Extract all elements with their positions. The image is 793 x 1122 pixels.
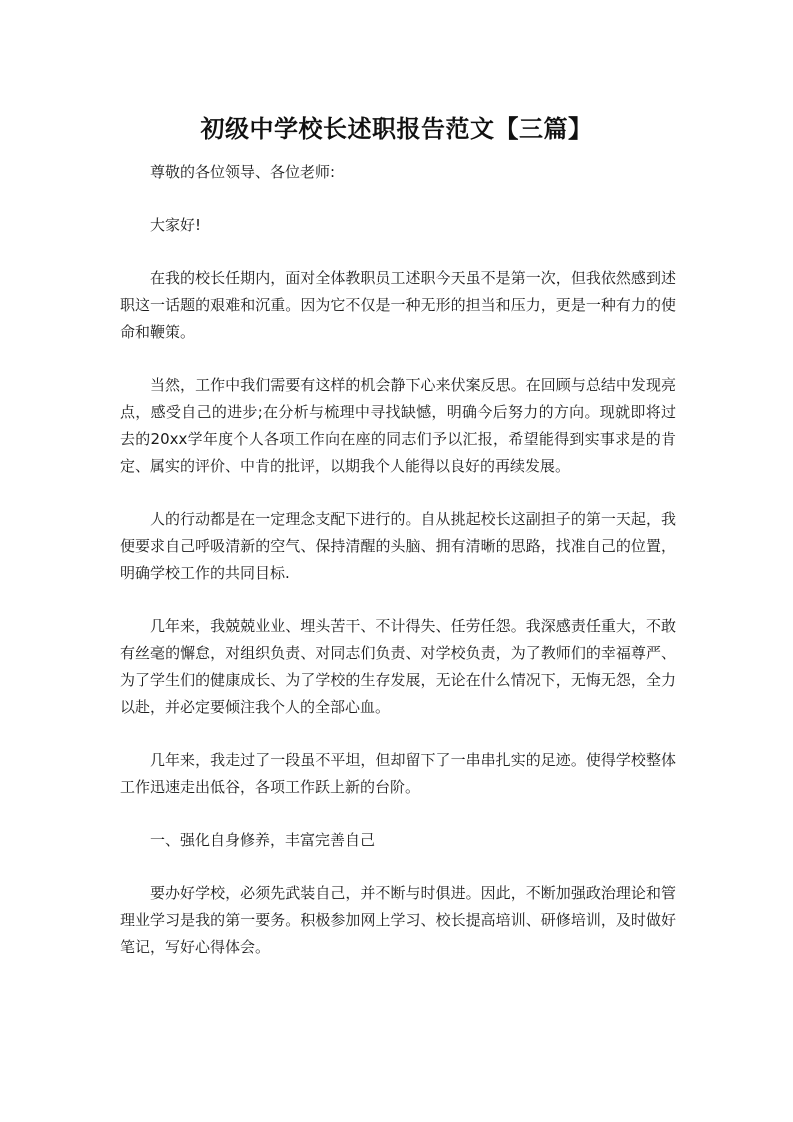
body-paragraph: 当然，工作中我们需要有这样的机会静下心来伏案反思。在回顾与总结中发现亮点，感受自己的进步;在分析与梳理中寻找缺憾，明确今后努力的方向。现就即将过去的20xx学年度个人各项工作向在座的同志们予以汇报，希望能得到实事求是的肯定、属实的评价、中肯的批评，以期我个人能得以良好的再续发展。 [120, 376, 676, 475]
body-paragraph: 在我的校长任期内，面对全体教职员工述职今天虽不是第一次，但我依然感到述职这一话题的艰难和沉重。因为它不仅是一种无形的担当和压力，更是一种有力的使命和鞭策。 [120, 269, 676, 341]
body-paragraph: 几年来，我兢兢业业、埋头苦干、不计得失、任劳任怨。我深感责任重大，不敢有丝毫的懈怠，对组织负责、对同志们负责、对学校负责，为了教师们的幸福尊严、为了学生们的健康成长、为了学校的生存发展，无论在什么情况下，无悔无怨，全力以赴，并必定要倾注我个人的全部心血。 [120, 617, 676, 716]
document-body [120, 159, 676, 987]
salutation: 尊敬的各位领导、各位老师: [150, 163, 336, 181]
document-title: 初级中学校长述职报告范文【三篇】 [200, 115, 593, 143]
body-paragraph: 要办好学校，必须先武装自己，并不断与时俱进。因此，不断加强政治理论和管理业学习是我的第一要务。积极参加网上学习、校长提高培训、研修培训，及时做好笔记，写好心得体会。 [120, 884, 676, 956]
body-paragraph: 人的行动都是在一定理念支配下进行的。自从挑起校长这副担子的第一天起，我便要求自己呼吸清新的空气、保持清醒的头脑、拥有清晰的思路，找准自己的位置，明确学校工作的共同目标. [120, 510, 676, 582]
body-paragraph: 几年来，我走过了一段虽不平坦，但却留下了一串串扎实的足迹。使得学校整体工作迅速走出低谷，各项工作跃上新的台阶。 [120, 751, 676, 796]
section-heading: 一、强化自身修养，丰富完善自己 [150, 831, 376, 849]
greeting: 大家好! [150, 216, 202, 234]
